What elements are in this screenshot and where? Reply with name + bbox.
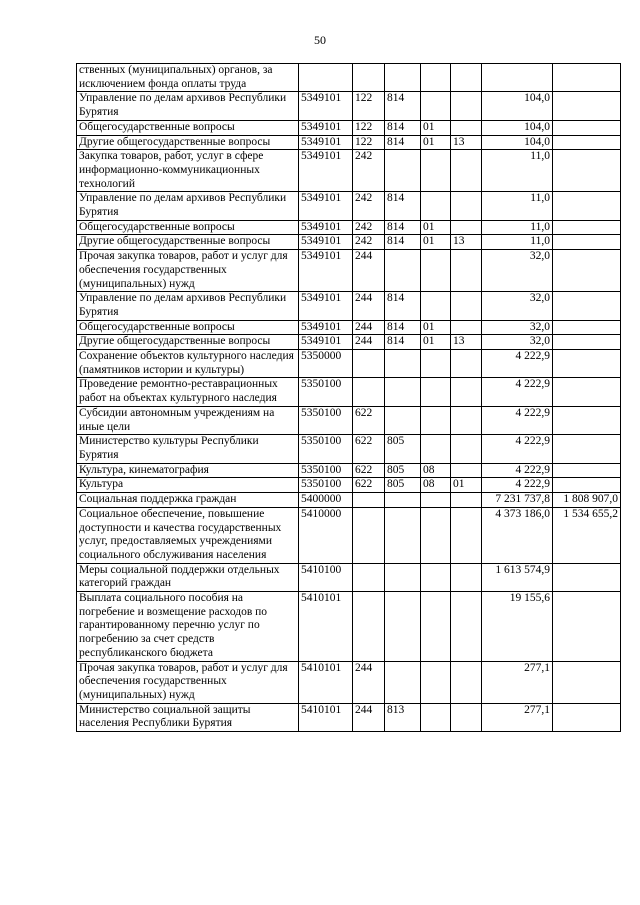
ministry-code-cell <box>385 64 421 92</box>
table-row <box>77 64 621 92</box>
table-row <box>77 292 621 320</box>
target-article-cell: 5349101 <box>299 250 353 292</box>
subsection-cell <box>451 292 482 320</box>
target-article-cell: 5350100 <box>299 463 353 478</box>
row-name-cell: Культура <box>77 478 299 493</box>
expense-type-cell <box>353 563 385 591</box>
subsection-cell <box>451 406 482 434</box>
target-article-cell: 5350100 <box>299 406 353 434</box>
expense-type-cell: 242 <box>353 150 385 192</box>
row-name-cell: Выплата социального пособия на погребение и возмещение расходов по гарантированному перечню услуг по погребению за счет средств республиканского бюджета <box>77 592 299 662</box>
row-name-cell: Закупка товаров, работ, услуг в сфере информационно-коммуникационных технологий <box>77 150 299 192</box>
amount-cell: 7 231 737,8 <box>482 493 553 508</box>
expense-type-cell <box>353 507 385 563</box>
expense-type-cell: 242 <box>353 220 385 235</box>
ministry-code-cell <box>385 250 421 292</box>
federal-amount-cell <box>553 463 621 478</box>
table-row <box>77 350 621 378</box>
federal-amount-cell <box>553 592 621 662</box>
target-article-cell: 5349101 <box>299 292 353 320</box>
target-article-cell <box>299 64 353 92</box>
budget-table <box>76 63 621 732</box>
target-article-cell: 5349101 <box>299 192 353 220</box>
federal-amount-cell: 1 534 655,2 <box>553 507 621 563</box>
row-name-cell: Другие общегосударственные вопросы <box>77 135 299 150</box>
row-name-cell: Другие общегосударственные вопросы <box>77 235 299 250</box>
amount-cell: 4 222,9 <box>482 435 553 463</box>
table-row <box>77 661 621 703</box>
table-row <box>77 250 621 292</box>
expense-type-cell: 244 <box>353 320 385 335</box>
row-name-cell: Другие общегосударственные вопросы <box>77 335 299 350</box>
table-row <box>77 435 621 463</box>
target-article-cell: 5349101 <box>299 335 353 350</box>
subsection-cell <box>451 493 482 508</box>
section-cell: 01 <box>421 135 451 150</box>
federal-amount-cell <box>553 661 621 703</box>
table-row <box>77 378 621 406</box>
table-row <box>77 220 621 235</box>
subsection-cell <box>451 507 482 563</box>
row-name-cell: ственных (муниципальных) органов, за исключением фонда оплаты труда <box>77 64 299 92</box>
target-article-cell: 5410100 <box>299 563 353 591</box>
section-cell: 08 <box>421 478 451 493</box>
ministry-code-cell <box>385 507 421 563</box>
row-name-cell: Прочая закупка товаров, работ и услуг для обеспечения государственных (муниципальных) нужд <box>77 661 299 703</box>
target-article-cell: 5350100 <box>299 478 353 493</box>
target-article-cell: 5349101 <box>299 120 353 135</box>
expense-type-cell: 622 <box>353 406 385 434</box>
ministry-code-cell <box>385 493 421 508</box>
row-name-cell: Управление по делам архивов Республики Бурятия <box>77 292 299 320</box>
section-cell <box>421 150 451 192</box>
ministry-code-cell: 814 <box>385 335 421 350</box>
expense-type-cell: 122 <box>353 92 385 120</box>
federal-amount-cell: 1 808 907,0 <box>553 493 621 508</box>
table-row <box>77 478 621 493</box>
subsection-cell <box>451 350 482 378</box>
federal-amount-cell <box>553 563 621 591</box>
ministry-code-cell: 805 <box>385 463 421 478</box>
row-name-cell: Сохранение объектов культурного наследия (памятников истории и культуры) <box>77 350 299 378</box>
expense-type-cell <box>353 493 385 508</box>
row-name-cell: Проведение ремонтно-реставрационных работ на объектах культурного наследия <box>77 378 299 406</box>
target-article-cell: 5410101 <box>299 592 353 662</box>
expense-type-cell: 242 <box>353 235 385 250</box>
target-article-cell: 5349101 <box>299 220 353 235</box>
federal-amount-cell <box>553 350 621 378</box>
target-article-cell: 5349101 <box>299 150 353 192</box>
amount-cell <box>482 64 553 92</box>
ministry-code-cell: 814 <box>385 220 421 235</box>
target-article-cell: 5410101 <box>299 661 353 703</box>
table-row <box>77 120 621 135</box>
subsection-cell <box>451 661 482 703</box>
table-row <box>77 135 621 150</box>
section-cell <box>421 435 451 463</box>
target-article-cell: 5400000 <box>299 493 353 508</box>
row-name-cell: Общегосударственные вопросы <box>77 120 299 135</box>
subsection-cell <box>451 92 482 120</box>
amount-cell: 4 222,9 <box>482 378 553 406</box>
table-row <box>77 150 621 192</box>
section-cell <box>421 292 451 320</box>
target-article-cell: 5349101 <box>299 320 353 335</box>
expense-type-cell: 122 <box>353 120 385 135</box>
table-row <box>77 406 621 434</box>
federal-amount-cell <box>553 150 621 192</box>
row-name-cell: Меры социальной поддержки отдельных категорий граждан <box>77 563 299 591</box>
subsection-cell <box>451 120 482 135</box>
table-row <box>77 507 621 563</box>
subsection-cell: 01 <box>451 478 482 493</box>
section-cell <box>421 250 451 292</box>
section-cell: 01 <box>421 335 451 350</box>
subsection-cell <box>451 378 482 406</box>
expense-type-cell <box>353 592 385 662</box>
federal-amount-cell <box>553 64 621 92</box>
table-row <box>77 563 621 591</box>
section-cell <box>421 406 451 434</box>
section-cell: 08 <box>421 463 451 478</box>
ministry-code-cell: 805 <box>385 435 421 463</box>
table-row <box>77 192 621 220</box>
table-row <box>77 592 621 662</box>
ministry-code-cell <box>385 661 421 703</box>
ministry-code-cell <box>385 350 421 378</box>
target-article-cell: 5350100 <box>299 435 353 463</box>
ministry-code-cell: 814 <box>385 135 421 150</box>
ministry-code-cell <box>385 378 421 406</box>
federal-amount-cell <box>553 378 621 406</box>
federal-amount-cell <box>553 703 621 731</box>
federal-amount-cell <box>553 92 621 120</box>
expense-type-cell <box>353 64 385 92</box>
ministry-code-cell: 813 <box>385 703 421 731</box>
row-name-cell: Управление по делам архивов Республики Бурятия <box>77 92 299 120</box>
amount-cell: 11,0 <box>482 235 553 250</box>
row-name-cell: Социальное обеспечение, повышение доступности и качества государственных услуг, предоставляемых учреждениями социального обслуживания населения <box>77 507 299 563</box>
row-name-cell: Министерство культуры Республики Бурятия <box>77 435 299 463</box>
amount-cell: 4 222,9 <box>482 406 553 434</box>
section-cell <box>421 192 451 220</box>
amount-cell: 4 373 186,0 <box>482 507 553 563</box>
ministry-code-cell <box>385 150 421 192</box>
federal-amount-cell <box>553 192 621 220</box>
ministry-code-cell: 814 <box>385 320 421 335</box>
federal-amount-cell <box>553 406 621 434</box>
expense-type-cell: 244 <box>353 661 385 703</box>
target-article-cell: 5350100 <box>299 378 353 406</box>
ministry-code-cell: 814 <box>385 192 421 220</box>
ministry-code-cell <box>385 406 421 434</box>
expense-type-cell <box>353 378 385 406</box>
ministry-code-cell: 805 <box>385 478 421 493</box>
section-cell <box>421 563 451 591</box>
federal-amount-cell <box>553 435 621 463</box>
table-row <box>77 335 621 350</box>
amount-cell: 19 155,6 <box>482 592 553 662</box>
row-name-cell: Социальная поддержка граждан <box>77 493 299 508</box>
target-article-cell: 5410000 <box>299 507 353 563</box>
subsection-cell <box>451 592 482 662</box>
expense-type-cell: 622 <box>353 435 385 463</box>
section-cell <box>421 92 451 120</box>
subsection-cell <box>451 463 482 478</box>
expense-type-cell <box>353 350 385 378</box>
amount-cell: 4 222,9 <box>482 478 553 493</box>
target-article-cell: 5349101 <box>299 235 353 250</box>
federal-amount-cell <box>553 220 621 235</box>
target-article-cell: 5349101 <box>299 135 353 150</box>
row-name-cell: Министерство социальной защиты населения Республики Бурятия <box>77 703 299 731</box>
amount-cell: 277,1 <box>482 661 553 703</box>
expense-type-cell: 622 <box>353 478 385 493</box>
expense-type-cell: 242 <box>353 192 385 220</box>
federal-amount-cell <box>553 135 621 150</box>
federal-amount-cell <box>553 235 621 250</box>
row-name-cell: Общегосударственные вопросы <box>77 220 299 235</box>
subsection-cell <box>451 64 482 92</box>
federal-amount-cell <box>553 478 621 493</box>
ministry-code-cell <box>385 563 421 591</box>
subsection-cell <box>451 703 482 731</box>
subsection-cell <box>451 320 482 335</box>
ministry-code-cell: 814 <box>385 120 421 135</box>
table-row <box>77 92 621 120</box>
section-cell <box>421 493 451 508</box>
row-name-cell: Культура, кинематография <box>77 463 299 478</box>
amount-cell: 4 222,9 <box>482 463 553 478</box>
expense-type-cell: 622 <box>353 463 385 478</box>
table-row <box>77 320 621 335</box>
table-row <box>77 235 621 250</box>
amount-cell: 11,0 <box>482 150 553 192</box>
table-row <box>77 463 621 478</box>
amount-cell: 11,0 <box>482 220 553 235</box>
amount-cell: 32,0 <box>482 250 553 292</box>
subsection-cell <box>451 192 482 220</box>
ministry-code-cell: 814 <box>385 92 421 120</box>
federal-amount-cell <box>553 292 621 320</box>
table-row <box>77 703 621 731</box>
expense-type-cell: 122 <box>353 135 385 150</box>
section-cell <box>421 507 451 563</box>
section-cell <box>421 592 451 662</box>
subsection-cell <box>451 150 482 192</box>
ministry-code-cell <box>385 592 421 662</box>
amount-cell: 277,1 <box>482 703 553 731</box>
amount-cell: 32,0 <box>482 320 553 335</box>
page-number: 50 <box>314 33 326 47</box>
section-cell: 01 <box>421 120 451 135</box>
target-article-cell: 5410101 <box>299 703 353 731</box>
table-row <box>77 493 621 508</box>
section-cell <box>421 64 451 92</box>
expense-type-cell: 244 <box>353 335 385 350</box>
amount-cell: 104,0 <box>482 120 553 135</box>
section-cell <box>421 703 451 731</box>
row-name-cell: Общегосударственные вопросы <box>77 320 299 335</box>
row-name-cell: Управление по делам архивов Республики Бурятия <box>77 192 299 220</box>
expense-type-cell: 244 <box>353 250 385 292</box>
row-name-cell: Прочая закупка товаров, работ и услуг для обеспечения государственных (муниципальных) нужд <box>77 250 299 292</box>
target-article-cell: 5350000 <box>299 350 353 378</box>
expense-type-cell: 244 <box>353 292 385 320</box>
subsection-cell <box>451 220 482 235</box>
section-cell: 01 <box>421 235 451 250</box>
ministry-code-cell: 814 <box>385 292 421 320</box>
subsection-cell <box>451 435 482 463</box>
amount-cell: 11,0 <box>482 192 553 220</box>
expense-type-cell: 244 <box>353 703 385 731</box>
amount-cell: 104,0 <box>482 135 553 150</box>
federal-amount-cell <box>553 335 621 350</box>
section-cell <box>421 661 451 703</box>
row-name-cell: Субсидии автономным учреждениям на иные цели <box>77 406 299 434</box>
amount-cell: 32,0 <box>482 335 553 350</box>
amount-cell: 32,0 <box>482 292 553 320</box>
federal-amount-cell <box>553 120 621 135</box>
target-article-cell: 5349101 <box>299 92 353 120</box>
subsection-cell: 13 <box>451 235 482 250</box>
section-cell: 01 <box>421 220 451 235</box>
section-cell <box>421 378 451 406</box>
federal-amount-cell <box>553 320 621 335</box>
federal-amount-cell <box>553 250 621 292</box>
subsection-cell <box>451 250 482 292</box>
section-cell <box>421 350 451 378</box>
subsection-cell: 13 <box>451 135 482 150</box>
amount-cell: 104,0 <box>482 92 553 120</box>
ministry-code-cell: 814 <box>385 235 421 250</box>
section-cell: 01 <box>421 320 451 335</box>
amount-cell: 1 613 574,9 <box>482 563 553 591</box>
subsection-cell <box>451 563 482 591</box>
subsection-cell: 13 <box>451 335 482 350</box>
amount-cell: 4 222,9 <box>482 350 553 378</box>
